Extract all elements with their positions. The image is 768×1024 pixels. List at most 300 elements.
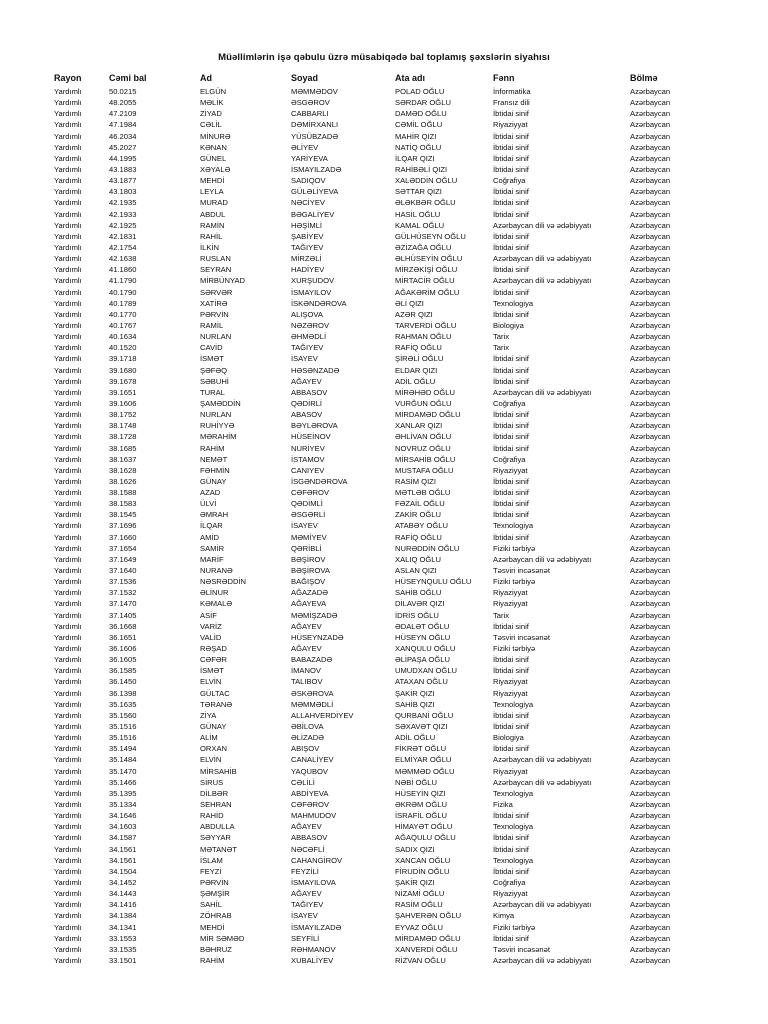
cell-bolme: Azərbaycan: [630, 220, 671, 230]
cell-ata-adi: AZƏR QIZI: [395, 309, 433, 319]
cell-cemi-bal: 36.1605: [109, 655, 137, 665]
cell-cemi-bal: 40.1789: [109, 298, 137, 308]
cell-cemi-bal: 50.0215: [109, 87, 137, 96]
cell-cemi-bal: 34.1587: [109, 833, 137, 843]
cell-cemi-bal: 42.1935: [109, 198, 137, 208]
cell-cemi-bal: 34.1646: [109, 811, 137, 821]
table-row: [0, 298, 768, 309]
cell-cemi-bal: 35.1516: [109, 733, 137, 743]
cell-bolme: Azərbaycan: [630, 120, 671, 130]
cell-ata-adi: DİLAVƏR QIZI: [395, 599, 445, 609]
cell-soyad: ABIŞOV: [291, 744, 320, 754]
cell-rayon: Yardımlı: [54, 510, 82, 520]
cell-cemi-bal: 42.1831: [109, 231, 137, 241]
cell-soyad: ƏLİZADƏ: [291, 733, 324, 743]
cell-bolme: Azərbaycan: [630, 142, 671, 152]
cell-bolme: Azərbaycan: [630, 777, 671, 787]
table-row: [0, 175, 768, 186]
cell-bolme: Azərbaycan: [630, 432, 671, 442]
cell-fenn: Tarix: [493, 343, 510, 353]
cell-cemi-bal: 41.1860: [109, 265, 137, 275]
table-row: [0, 799, 768, 810]
cell-cemi-bal: 34.1561: [109, 844, 137, 854]
cell-soyad: NƏCƏFLİ: [291, 844, 325, 854]
cell-rayon: Yardımlı: [54, 343, 82, 353]
cell-ata-adi: RASİM OĞLU: [395, 900, 443, 910]
table-row: [0, 287, 768, 298]
cell-rayon: Yardımlı: [54, 699, 82, 709]
table-row: [0, 97, 768, 108]
cell-bolme: Azərbaycan: [630, 733, 671, 743]
table-row: [0, 532, 768, 543]
cell-ata-adi: FİKRƏT OĞLU: [395, 744, 447, 754]
cell-cemi-bal: 34.1443: [109, 889, 137, 899]
cell-rayon: Yardımlı: [54, 566, 82, 576]
cell-bolme: Azərbaycan: [630, 811, 671, 821]
cell-soyad: SADIQOV: [291, 176, 326, 186]
cell-ad: CAVİD: [200, 343, 223, 353]
table-row: [0, 933, 768, 944]
cell-cemi-bal: 47.2109: [109, 109, 137, 119]
cell-ad: KƏNAN: [200, 142, 227, 152]
cell-bolme: Azərbaycan: [630, 655, 671, 665]
cell-ata-adi: ƏDALƏT OĞLU: [395, 621, 450, 631]
cell-bolme: Azərbaycan: [630, 855, 671, 865]
cell-ata-adi: CƏMİL OĞLU: [395, 120, 443, 130]
cell-fenn: İnformatika: [493, 87, 531, 96]
cell-ata-adi: MİRDAMƏD OĞLU: [395, 410, 461, 420]
cell-cemi-bal: 38.1628: [109, 465, 137, 475]
cell-ad: RAHİD: [200, 811, 224, 821]
cell-cemi-bal: 42.1925: [109, 220, 137, 230]
cell-ata-adi: MƏMMƏD OĞLU: [395, 766, 455, 776]
cell-bolme: Azərbaycan: [630, 699, 671, 709]
cell-rayon: Yardımlı: [54, 855, 82, 865]
cell-fenn: Təsviri incəsənət: [493, 632, 550, 642]
cell-ata-adi: AĞAKƏRİM OĞLU: [395, 287, 460, 297]
cell-soyad: TAĞIYEV: [291, 900, 324, 910]
cell-soyad: RƏHMANOV: [291, 944, 336, 954]
cell-rayon: Yardımlı: [54, 844, 82, 854]
cell-rayon: Yardımlı: [54, 287, 82, 297]
cell-fenn: Təsviri incəsənət: [493, 566, 550, 576]
cell-ad: KƏMALƏ: [200, 599, 233, 609]
cell-cemi-bal: 40.1790: [109, 287, 137, 297]
cell-fenn: Təsviri incəsənət: [493, 944, 550, 954]
cell-cemi-bal: 38.1626: [109, 476, 137, 486]
cell-fenn: Fiziki tərbiyə: [493, 922, 536, 932]
cell-soyad: YAQUBOV: [291, 766, 328, 776]
cell-bolme: Azərbaycan: [630, 98, 671, 108]
cell-ata-adi: İDRİS OĞLU: [395, 610, 439, 620]
cell-soyad: TALIBOV: [291, 677, 323, 687]
cell-cemi-bal: 34.1603: [109, 822, 137, 832]
cell-cemi-bal: 34.1452: [109, 877, 137, 887]
cell-rayon: Yardımlı: [54, 889, 82, 899]
cell-ad: PƏRVİN: [200, 309, 229, 319]
cell-rayon: Yardımlı: [54, 476, 82, 486]
cell-ad: SEHRAN: [200, 800, 232, 809]
cell-soyad: AĞAZADƏ: [291, 588, 328, 598]
table-row: [0, 821, 768, 832]
cell-soyad: ABBASOV: [291, 833, 328, 843]
cell-rayon: Yardımlı: [54, 733, 82, 743]
cell-bolme: Azərbaycan: [630, 577, 671, 587]
cell-fenn: Fransız dili: [493, 98, 530, 108]
table-row: [0, 888, 768, 899]
cell-cemi-bal: 36.1668: [109, 621, 137, 631]
cell-fenn: İbtidai sinif: [493, 655, 529, 665]
cell-ad: PƏRVİN: [200, 877, 229, 887]
cell-fenn: İbtidai sinif: [493, 866, 529, 876]
table-row: [0, 465, 768, 476]
cell-ata-adi: ADİL OĞLU: [395, 733, 436, 743]
cell-ata-adi: RAFİQ OĞLU: [395, 532, 442, 542]
cell-ata-adi: FİRUDİN OĞLU: [395, 866, 450, 876]
cell-ata-adi: ATABƏY OĞLU: [395, 521, 448, 531]
cell-bolme: Azərbaycan: [630, 465, 671, 475]
table-row: [0, 721, 768, 732]
cell-fenn: İbtidai sinif: [493, 209, 529, 219]
cell-ata-adi: ƏLHÜSEYİN OĞLU: [395, 254, 463, 264]
table-row: [0, 197, 768, 208]
cell-ad: MİRSAHİB: [200, 766, 237, 776]
cell-bolme: Azərbaycan: [630, 343, 671, 353]
cell-rayon: Yardımlı: [54, 688, 82, 698]
cell-soyad: BƏŞİROVA: [291, 566, 330, 576]
table-row: [0, 342, 768, 353]
cell-soyad: AĞAYEVA: [291, 599, 327, 609]
cell-ata-adi: NİZAMİ OĞLU: [395, 889, 445, 899]
cell-ata-adi: DAMƏD OĞLU: [395, 109, 447, 119]
cell-ata-adi: ƏZİZAĞA OĞLU: [395, 242, 452, 252]
header-cemi-bal: Cəmi bal: [109, 73, 147, 83]
cell-ad: ÜLVİ: [200, 499, 217, 509]
cell-ad: ŞƏFƏQ: [200, 365, 228, 375]
cell-soyad: YARİYEVA: [291, 153, 328, 163]
cell-ata-adi: İSRAFİL OĞLU: [395, 811, 448, 821]
cell-ad: ŞAMƏDDİN: [200, 398, 241, 408]
table-row: [0, 676, 768, 687]
cell-soyad: QƏDİMLİ: [291, 499, 323, 509]
cell-rayon: Yardımlı: [54, 710, 82, 720]
cell-soyad: CƏLİLİ: [291, 777, 315, 787]
table-row: [0, 231, 768, 242]
table-row: [0, 743, 768, 754]
cell-fenn: İbtidai sinif: [493, 287, 529, 297]
table-row: [0, 309, 768, 320]
table-row: [0, 576, 768, 587]
table-row: [0, 398, 768, 409]
cell-rayon: Yardımlı: [54, 209, 82, 219]
cell-ata-adi: ƏHLİVAN OĞLU: [395, 432, 452, 442]
cell-soyad: İSMAYILZADƏ: [291, 922, 342, 932]
cell-ata-adi: XANCAN OĞLU: [395, 855, 451, 865]
cell-cemi-bal: 36.1651: [109, 632, 137, 642]
cell-ad: RAHİL: [200, 231, 223, 241]
cell-cemi-bal: 42.1933: [109, 209, 137, 219]
cell-fenn: Azərbaycan dili və ədəbiyyatı: [493, 777, 592, 787]
cell-fenn: İbtidai sinif: [493, 410, 529, 420]
cell-ad: RUHİYYƏ: [200, 421, 235, 431]
cell-ad: XATİRƏ: [200, 298, 228, 308]
cell-ad: İSLAM: [200, 855, 223, 865]
cell-ata-adi: TARVERDİ OĞLU: [395, 320, 457, 330]
cell-rayon: Yardımlı: [54, 276, 82, 286]
cell-soyad: ABDİYEVA: [291, 788, 329, 798]
cell-soyad: BƏYLƏROVA: [291, 421, 338, 431]
cell-cemi-bal: 44.1995: [109, 153, 137, 163]
cell-fenn: İbtidai sinif: [493, 844, 529, 854]
cell-fenn: Fiziki tərbiyə: [493, 644, 536, 654]
cell-ad: ZÖHRAB: [200, 911, 232, 921]
cell-rayon: Yardımlı: [54, 320, 82, 330]
cell-cemi-bal: 42.1754: [109, 242, 137, 252]
cell-fenn: Fizika: [493, 800, 513, 809]
cell-rayon: Yardımlı: [54, 254, 82, 264]
cell-cemi-bal: 35.1494: [109, 744, 137, 754]
cell-bolme: Azərbaycan: [630, 922, 671, 932]
cell-fenn: İbtidai sinif: [493, 109, 529, 119]
cell-bolme: Azərbaycan: [630, 955, 671, 965]
table-row: [0, 832, 768, 843]
cell-ata-adi: ŞAHVERƏN OĞLU: [395, 911, 462, 921]
cell-ad: ELGÜN: [200, 87, 227, 96]
cell-ata-adi: ADİL OĞLU: [395, 376, 436, 386]
cell-soyad: İSAYEV: [291, 521, 318, 531]
cell-fenn: İbtidai sinif: [493, 153, 529, 163]
cell-fenn: Texnologiya: [493, 699, 534, 709]
cell-fenn: İbtidai sinif: [493, 532, 529, 542]
cell-rayon: Yardımlı: [54, 621, 82, 631]
cell-soyad: NƏZƏROV: [291, 320, 330, 330]
cell-ata-adi: AĞAQULU OĞLU: [395, 833, 456, 843]
cell-ata-adi: SAHİB QIZI: [395, 699, 435, 709]
cell-bolme: Azərbaycan: [630, 644, 671, 654]
cell-bolme: Azərbaycan: [630, 276, 671, 286]
cell-soyad: HÜSEİNOV: [291, 432, 331, 442]
cell-ad: TƏRANƏ: [200, 699, 233, 709]
cell-bolme: Azərbaycan: [630, 521, 671, 531]
cell-ad: MEHDİ: [200, 922, 225, 932]
cell-bolme: Azərbaycan: [630, 287, 671, 297]
cell-soyad: CƏFƏROV: [291, 488, 330, 498]
cell-cemi-bal: 34.1561: [109, 855, 137, 865]
cell-soyad: BABAZADƏ: [291, 655, 333, 665]
cell-cemi-bal: 35.1516: [109, 722, 137, 732]
table-row: [0, 275, 768, 286]
cell-ad: XƏYALƏ: [200, 164, 231, 174]
cell-cemi-bal: 34.1341: [109, 922, 137, 932]
cell-fenn: Riyaziyyat: [493, 465, 528, 475]
cell-soyad: İSAYEV: [291, 354, 318, 364]
cell-cemi-bal: 35.1484: [109, 755, 137, 765]
cell-bolme: Azərbaycan: [630, 198, 671, 208]
cell-ad: İSMƏT: [200, 666, 224, 676]
cell-ata-adi: XANLAR QIZI: [395, 421, 443, 431]
cell-soyad: CANALİYEV: [291, 755, 334, 765]
cell-rayon: Yardımlı: [54, 554, 82, 564]
cell-fenn: İbtidai sinif: [493, 309, 529, 319]
cell-cemi-bal: 38.1637: [109, 454, 137, 464]
cell-bolme: Azərbaycan: [630, 320, 671, 330]
cell-ad: SƏYYAR: [200, 833, 231, 843]
cell-bolme: Azərbaycan: [630, 666, 671, 676]
cell-ad: İLKİN: [200, 242, 219, 252]
cell-fenn: İbtidai sinif: [493, 488, 529, 498]
cell-soyad: AĞAYEV: [291, 376, 322, 386]
cell-rayon: Yardımlı: [54, 131, 82, 141]
cell-cemi-bal: 36.1450: [109, 677, 137, 687]
cell-rayon: Yardımlı: [54, 265, 82, 275]
cell-ad: GÜNEL: [200, 153, 227, 163]
cell-ad: NƏSRƏDDİN: [200, 577, 247, 587]
cell-cemi-bal: 37.1660: [109, 532, 137, 542]
cell-rayon: Yardımlı: [54, 655, 82, 665]
cell-rayon: Yardımlı: [54, 120, 82, 130]
cell-rayon: Yardımlı: [54, 644, 82, 654]
cell-ad: SAHİL: [200, 900, 222, 910]
cell-ad: NEMƏT: [200, 454, 228, 464]
table-row: [0, 866, 768, 877]
cell-rayon: Yardımlı: [54, 521, 82, 531]
cell-ad: MİRBÜNYAD: [200, 276, 246, 286]
cell-bolme: Azərbaycan: [630, 398, 671, 408]
cell-rayon: Yardımlı: [54, 387, 82, 397]
cell-fenn: Riyaziyyat: [493, 588, 528, 598]
cell-bolme: Azərbaycan: [630, 488, 671, 498]
cell-soyad: NURİYEV: [291, 443, 325, 453]
cell-ata-adi: ASLAN QIZI: [395, 566, 437, 576]
cell-ad: MURAD: [200, 198, 228, 208]
cell-rayon: Yardımlı: [54, 398, 82, 408]
cell-bolme: Azərbaycan: [630, 822, 671, 832]
cell-ata-adi: ŞAKİR QIZI: [395, 688, 435, 698]
cell-bolme: Azərbaycan: [630, 688, 671, 698]
cell-cemi-bal: 39.1678: [109, 376, 137, 386]
table-row: [0, 732, 768, 743]
cell-ad: SEYRAN: [200, 265, 232, 275]
table-row: [0, 554, 768, 565]
table-row: [0, 520, 768, 531]
cell-fenn: Texnologiya: [493, 855, 534, 865]
cell-cemi-bal: 33.1553: [109, 933, 137, 943]
cell-soyad: ƏHMƏDLİ: [291, 332, 327, 342]
cell-soyad: İMANOV: [291, 666, 321, 676]
cell-ad: MƏTANƏT: [200, 844, 238, 854]
header-soyad: Soyad: [291, 73, 319, 83]
cell-rayon: Yardımlı: [54, 744, 82, 754]
cell-cemi-bal: 36.1606: [109, 644, 137, 654]
cell-rayon: Yardımlı: [54, 788, 82, 798]
header-bolme: Bölmə: [630, 73, 658, 83]
cell-ata-adi: QURBANİ OĞLU: [395, 710, 454, 720]
cell-cemi-bal: 41.1790: [109, 276, 137, 286]
cell-bolme: Azərbaycan: [630, 131, 671, 141]
cell-bolme: Azərbaycan: [630, 722, 671, 732]
cell-fenn: İbtidai sinif: [493, 833, 529, 843]
cell-ad: İSMƏT: [200, 354, 224, 364]
cell-fenn: İbtidai sinif: [493, 421, 529, 431]
table-row: [0, 86, 768, 97]
cell-soyad: İSMAYILOVA: [291, 877, 336, 887]
cell-fenn: Coğrafiya: [493, 176, 526, 186]
table-row: [0, 899, 768, 910]
cell-ad: DİLBƏR: [200, 788, 229, 798]
cell-soyad: AĞAYEV: [291, 889, 322, 899]
cell-bolme: Azərbaycan: [630, 164, 671, 174]
cell-ata-adi: İLQAR QIZI: [395, 153, 435, 163]
cell-ata-adi: XALIQ OĞLU: [395, 554, 442, 564]
cell-soyad: CABBARLI: [291, 109, 329, 119]
table-header: [0, 73, 768, 85]
cell-rayon: Yardımlı: [54, 488, 82, 498]
cell-soyad: QƏDİRLİ: [291, 398, 323, 408]
cell-fenn: İbtidai sinif: [493, 933, 529, 943]
cell-bolme: Azərbaycan: [630, 354, 671, 364]
cell-soyad: CAHANGİROV: [291, 855, 343, 865]
cell-soyad: QƏRİBLİ: [291, 543, 322, 553]
cell-soyad: MAHMUDOV: [291, 811, 337, 821]
cell-cemi-bal: 43.1877: [109, 176, 137, 186]
cell-ad: MƏLİK: [200, 98, 224, 108]
cell-bolme: Azərbaycan: [630, 588, 671, 598]
cell-fenn: Texnologiya: [493, 822, 534, 832]
header-ata-adi: Ata adı: [395, 73, 426, 83]
cell-bolme: Azərbaycan: [630, 900, 671, 910]
cell-fenn: İbtidai sinif: [493, 811, 529, 821]
cell-fenn: İbtidai sinif: [493, 722, 529, 732]
cell-fenn: İbtidai sinif: [493, 265, 529, 275]
cell-ad: GÜNAY: [200, 476, 227, 486]
cell-fenn: İbtidai sinif: [493, 164, 529, 174]
cell-ata-adi: NURƏDDİN OĞLU: [395, 543, 460, 553]
cell-ata-adi: SƏTTAR QIZI: [395, 187, 442, 197]
cell-fenn: Tarix: [493, 610, 510, 620]
table-row: [0, 877, 768, 888]
cell-rayon: Yardımlı: [54, 900, 82, 910]
cell-ad: SAMİR: [200, 543, 225, 553]
cell-ad: NURLAN: [200, 332, 232, 342]
table-row: [0, 365, 768, 376]
cell-soyad: CANIYEV: [291, 465, 325, 475]
cell-rayon: Yardımlı: [54, 933, 82, 943]
cell-fenn: Riyaziyyat: [493, 677, 528, 687]
table-row: [0, 186, 768, 197]
cell-fenn: Biologiya: [493, 320, 524, 330]
table-row: [0, 710, 768, 721]
cell-ad: ELVİN: [200, 755, 222, 765]
cell-ad: VALİD: [200, 632, 222, 642]
table-row: [0, 264, 768, 275]
cell-soyad: MƏMMƏDLİ: [291, 699, 334, 709]
cell-ad: ƏMRAH: [200, 510, 229, 520]
cell-ad: VARİZ: [200, 621, 222, 631]
cell-ad: RAMİN: [200, 220, 225, 230]
cell-fenn: Coğrafiya: [493, 877, 526, 887]
cell-ata-adi: RAHMAN OĞLU: [395, 332, 452, 342]
cell-cemi-bal: 36.1585: [109, 666, 137, 676]
cell-soyad: MİRZƏLİ: [291, 254, 322, 264]
cell-ata-adi: HÜSEYN OĞLU: [395, 632, 451, 642]
cell-bolme: Azərbaycan: [630, 610, 671, 620]
cell-soyad: BAĞIŞOV: [291, 577, 326, 587]
cell-bolme: Azərbaycan: [630, 109, 671, 119]
cell-fenn: Azərbaycan dili və ədəbiyyatı: [493, 220, 592, 230]
cell-fenn: İbtidai sinif: [493, 744, 529, 754]
cell-bolme: Azərbaycan: [630, 744, 671, 754]
table-row: [0, 320, 768, 331]
